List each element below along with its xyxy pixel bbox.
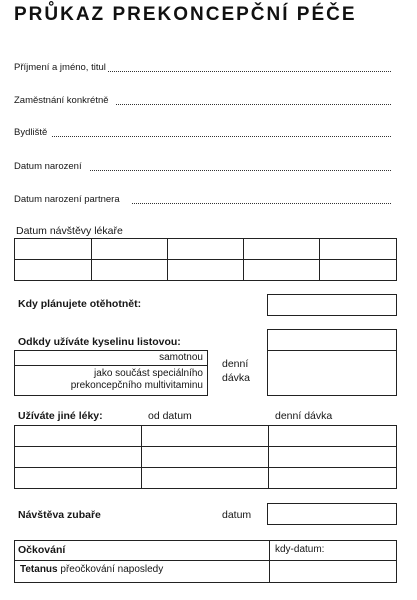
folic-acid-option-multivitamin-line2: prekoncepčního multivitaminu [70, 380, 203, 391]
med-from-cell[interactable] [141, 467, 269, 489]
tetanus-description: přeočkování naposledy [60, 564, 164, 575]
visit-date-cell[interactable] [167, 259, 244, 281]
vaccination-label: Očkování [18, 544, 66, 556]
visit-date-cell[interactable] [167, 238, 244, 260]
tetanus-label: Tetanus [20, 564, 58, 575]
tetanus-date-input[interactable] [270, 561, 396, 582]
dose-label-line2: dávka [222, 372, 251, 384]
document-title: PRŮKAZ PREKONCEPČNÍ PÉČE [14, 4, 357, 25]
dose-label-line1: denní [222, 358, 249, 370]
folic-acid-dose-input[interactable] [267, 350, 397, 396]
dotted-line [90, 170, 391, 171]
dotted-line [52, 136, 391, 137]
dentist-label: Návštěva zubaře [18, 509, 101, 521]
tetanus-row [20, 564, 163, 575]
visit-date-cell[interactable] [14, 259, 92, 281]
other-meds-col-from: od datum [148, 410, 192, 422]
dentist-date-label: datum [222, 509, 252, 521]
visit-date-cell[interactable] [319, 259, 397, 281]
folic-acid-label: Odkdy užíváte kyselinu listovou: [18, 336, 181, 348]
med-name-cell[interactable] [14, 446, 142, 468]
folic-acid-date-input[interactable] [267, 329, 397, 351]
med-dose-cell[interactable] [268, 446, 397, 468]
visit-date-cell[interactable] [319, 238, 397, 260]
vaccination-when-date-label: kdy-datum: [275, 544, 325, 555]
med-name-cell[interactable] [14, 467, 142, 489]
folic-acid-option-alone: samotnou [159, 352, 203, 363]
dotted-line [132, 203, 391, 204]
visit-date-cell[interactable] [91, 238, 168, 260]
med-dose-cell[interactable] [268, 425, 397, 447]
divider [15, 365, 207, 366]
visit-date-cell[interactable] [243, 238, 320, 260]
other-meds-label: Užíváte jiné léky: [18, 410, 103, 422]
dotted-line [108, 71, 391, 72]
visit-date-cell[interactable] [243, 259, 320, 281]
visit-date-cell[interactable] [14, 238, 92, 260]
pregnancy-plan-input[interactable] [267, 294, 397, 316]
doctor-visits-label: Datum návštěvy lékaře [16, 225, 123, 237]
dotted-line [116, 104, 391, 105]
field-label-full-name: Příjmení a jméno, titul [14, 62, 106, 73]
folic-acid-options-box [14, 350, 208, 396]
visit-date-cell[interactable] [91, 259, 168, 281]
field-label-occupation: Zaměstnání konkrétně [14, 95, 109, 106]
folic-acid-option-multivitamin-line1: jako součást speciálního [94, 368, 203, 379]
vaccination-box [14, 540, 397, 583]
other-meds-col-dose: denní dávka [275, 410, 333, 422]
med-from-cell[interactable] [141, 446, 269, 468]
field-label-residence: Bydliště [14, 127, 48, 138]
field-label-birth-date: Datum narození [14, 161, 82, 172]
med-from-cell[interactable] [141, 425, 269, 447]
med-dose-cell[interactable] [268, 467, 397, 489]
field-label-partner-birth-date: Datum narození partnera [14, 194, 120, 205]
med-name-cell[interactable] [14, 425, 142, 447]
dentist-date-input[interactable] [267, 503, 397, 525]
pregnancy-plan-label: Kdy plánujete otěhotnět: [18, 298, 142, 310]
